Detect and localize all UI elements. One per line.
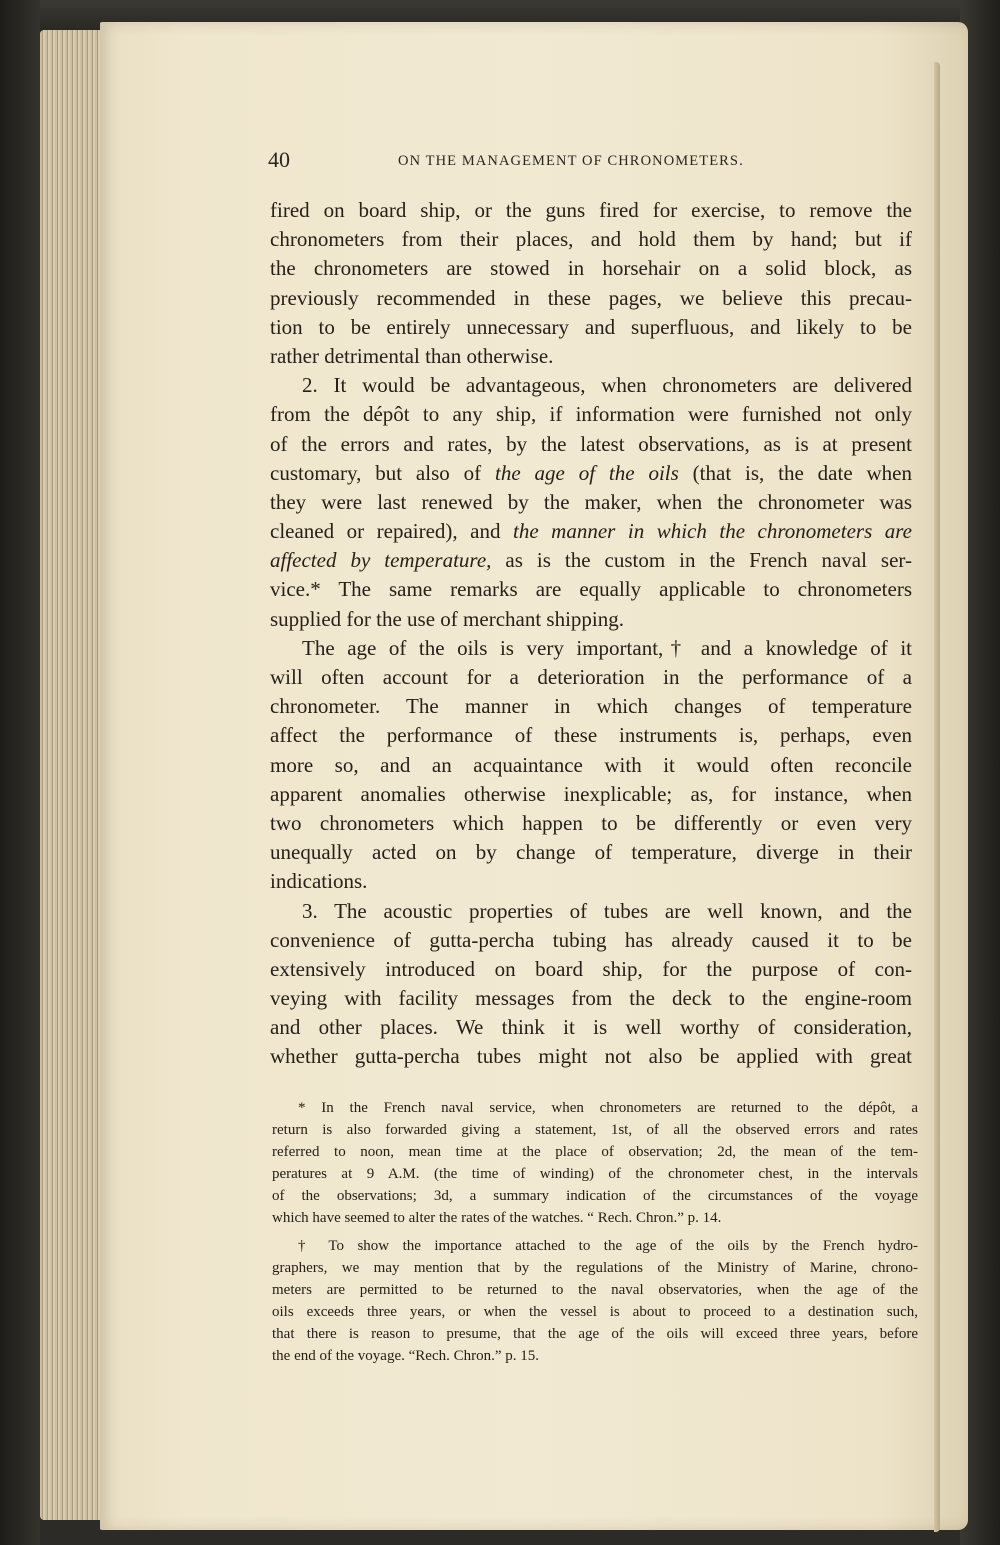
italic-phrase: the age of the oils <box>495 460 679 485</box>
body-line: vice.* The same remarks are equally applicable to chronometers <box>270 577 912 602</box>
footnote-line: † To show the importance attached to the age of the oils by the French hydro- <box>298 1238 918 1254</box>
footnote-line: which have seemed to alter the rates of the watches. “ Rech. Chron.” p. 14. <box>272 1210 722 1226</box>
text-run: (that is, the date when <box>678 460 912 485</box>
text-run: customary, but also of <box>270 460 495 485</box>
body-line: chronometer. The manner in which changes of temperature <box>270 694 912 719</box>
body-line: of the errors and rates, by the latest observations, as is at present <box>270 431 912 456</box>
footnote-line: oils exceeds three years, or when the vessel is about to proceed to a destination such, <box>272 1304 918 1320</box>
body-line: will often account for a deterioration in the performance of a <box>270 665 912 689</box>
footnote-line: of the observations; 3d, a summary indication of the circumstances of the voyage <box>272 1188 918 1204</box>
text-run: as is the custom in the French naval ser- <box>491 548 912 573</box>
body-line: two chronometers which happen to be differently or even very <box>270 810 912 835</box>
body-line: more so, and an acquaintance with it would often reconcile <box>270 752 912 777</box>
body-line: extensively introduced on board ship, for the purpose of con- <box>270 956 912 981</box>
page-edge-right <box>934 62 940 1532</box>
body-line-with-italic <box>270 517 912 546</box>
body-line: from the dépôt to any ship, if information were furnished not only <box>270 402 912 427</box>
body-line-with-italic <box>270 546 912 575</box>
running-head: ON THE MANAGEMENT OF CHRONOMETERS. <box>398 153 744 169</box>
footnote-line: that there is reason to presume, that the age of the oils will exceed three years, before <box>272 1326 918 1342</box>
footnote-line: meters are permitted to be returned to the naval observatories, when the age of the <box>272 1282 918 1298</box>
body-line: fired on board ship, or the guns fired for exercise, to remove the <box>270 198 912 222</box>
body-line: chronometers from their places, and hold them by hand; but if <box>270 227 912 252</box>
page-number: 40 <box>268 147 290 172</box>
footnote-line: the end of the voyage. “Rech. Chron.” p. 15. <box>272 1348 540 1364</box>
body-line: and other places. We think it is well worthy of consideration, <box>270 1015 912 1040</box>
body-line: tion to be entirely unnecessary and superfluous, and likely to be <box>270 314 912 339</box>
body-line: 2. It would be advantageous, when chronometers are delivered <box>302 373 912 398</box>
text-run: cleaned or repaired), and <box>270 519 514 544</box>
book-cover-left <box>0 0 40 1545</box>
footnote-line: peratures at 9 A.M. (the time of winding) of the chronometer chest, in the intervals <box>272 1166 918 1182</box>
body-line: 3. The acoustic properties of tubes are well known, and the <box>302 898 912 923</box>
footnote-line: * In the French naval service, when chronometers are returned to the dépôt, a <box>298 1100 918 1116</box>
body-line: The age of the oils is very important,† and a knowledge of it <box>302 635 912 660</box>
body-line: previously recommended in these pages, we believe this precau- <box>270 285 912 310</box>
body-line: whether gutta-percha tubes might not also be applied with great <box>270 1044 912 1069</box>
body-line: rather detrimental than otherwise. <box>270 343 554 368</box>
body-line: supplied for the use of merchant shipping. <box>270 606 625 631</box>
italic-phrase: the manner in which the chronometers are <box>513 519 912 544</box>
footnote-line: graphers, we may mention that by the regulations of the Ministry of Marine, chrono- <box>272 1260 918 1276</box>
body-text <box>270 196 912 1072</box>
page-header <box>268 146 916 176</box>
body-line: convenience of gutta-percha tubing has already caused it to be <box>270 927 912 952</box>
body-line: the chronometers are stowed in horsehair on a solid block, as <box>270 256 912 281</box>
body-line-with-italic <box>270 459 912 488</box>
body-line: indications. <box>270 869 368 894</box>
footnotes <box>272 1097 918 1367</box>
footnote-line: return is also forwarded giving a statement, 1st, of all the observed errors and rates <box>272 1122 918 1138</box>
body-line: apparent anomalies otherwise inexplicable; as, for instance, when <box>270 781 912 806</box>
body-line: unequally acted on by change of temperature, diverge in their <box>270 840 912 865</box>
footnote-line: referred to noon, mean time at the place of observation; 2d, the mean of the tem- <box>272 1144 918 1160</box>
body-line: they were last renewed by the maker, when the chronometer was <box>270 489 912 514</box>
italic-phrase: affected by temperature, <box>270 548 492 573</box>
body-line: affect the performance of these instruments is, perhaps, even <box>270 723 912 748</box>
body-line: veying with facility messages from the deck to the engine-room <box>270 986 912 1011</box>
